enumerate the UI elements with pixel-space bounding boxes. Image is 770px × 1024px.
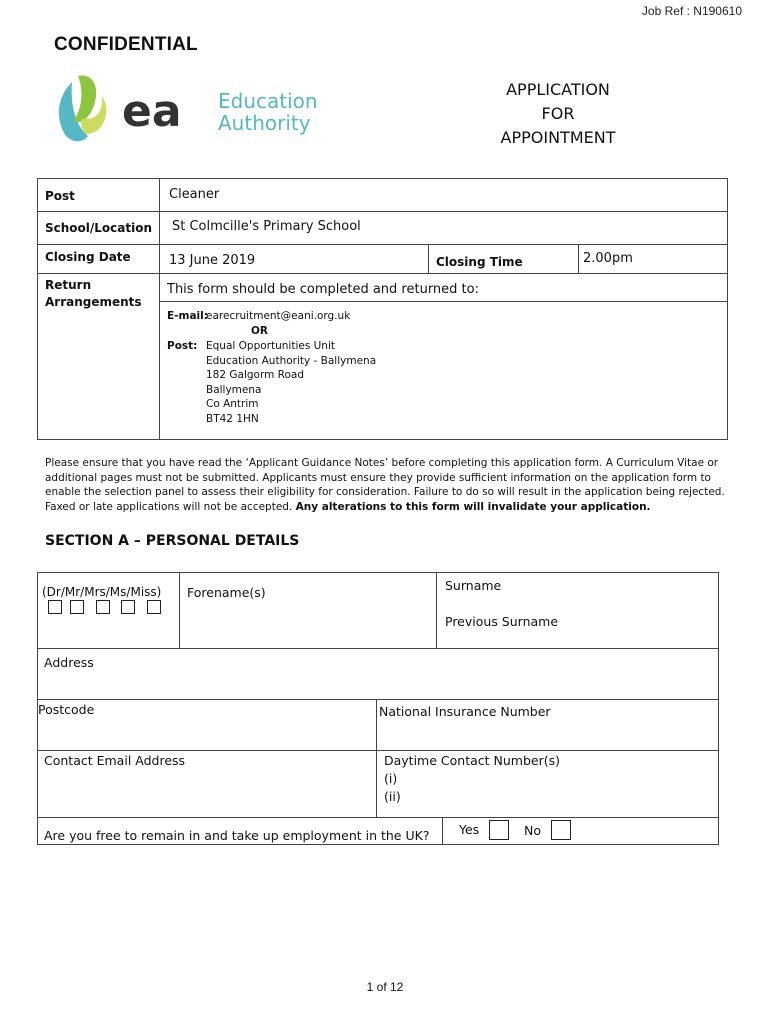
uk-employment-question: Are you free to remain in and take up employment in the UK? — [44, 828, 430, 843]
table-divider — [38, 699, 718, 700]
address-line: Education Authority - Ballymena — [206, 354, 377, 367]
personal-details-table — [37, 572, 719, 845]
table-divider — [578, 244, 579, 273]
section-a-heading: SECTION A – PERSONAL DETAILS — [45, 533, 300, 549]
table-divider — [38, 244, 727, 245]
table-divider — [159, 179, 160, 439]
logo-line-education: Education — [218, 89, 318, 113]
closing-time-label: Closing Time — [436, 255, 523, 269]
table-divider — [38, 750, 718, 751]
table-divider — [38, 817, 718, 818]
address-line: Equal Opportunities Unit — [206, 340, 335, 352]
title-line-2: FOR — [541, 104, 575, 123]
table-divider — [38, 211, 727, 212]
or-text: OR — [251, 325, 269, 337]
ni-number-field[interactable]: National Insurance Number — [379, 704, 551, 719]
closing-date-label: Closing Date — [45, 250, 131, 264]
logo-wordmark — [218, 90, 318, 134]
logo-mark-text: ea — [122, 86, 182, 137]
return-label-2: Arrangements — [45, 295, 142, 309]
daytime-number-field[interactable]: Daytime Contact Number(s) — [384, 753, 560, 768]
confidential-heading: CONFIDENTIAL — [54, 34, 198, 55]
return-intro: This form should be completed and returned to: — [167, 282, 479, 297]
post-value: Cleaner — [169, 187, 220, 202]
surname-field[interactable]: Surname — [445, 578, 502, 593]
table-divider — [38, 648, 718, 649]
return-email: earecruitment@eani.org.uk — [206, 310, 351, 322]
return-address — [206, 339, 376, 427]
title-mrs-checkbox[interactable] — [96, 600, 110, 614]
uk-no-label: No — [524, 823, 541, 838]
address-field[interactable]: Address — [44, 655, 94, 670]
daytime-number-1[interactable]: (i) — [384, 771, 398, 786]
guidance-paragraph — [45, 456, 725, 514]
education-authority-logo — [52, 70, 332, 150]
table-divider — [376, 699, 377, 817]
uk-no-checkbox[interactable] — [551, 820, 571, 840]
title-miss-checkbox[interactable] — [147, 600, 161, 614]
logo-line-authority: Authority — [218, 111, 311, 135]
table-divider — [442, 817, 443, 844]
daytime-number-2[interactable]: (ii) — [384, 789, 401, 804]
post-address-label: Post: — [167, 340, 198, 352]
return-label-1: Return — [45, 278, 92, 292]
title-dr-checkbox[interactable] — [48, 600, 62, 614]
previous-surname-field[interactable]: Previous Surname — [445, 614, 559, 629]
form-title — [468, 78, 648, 150]
table-divider — [436, 573, 437, 648]
title-mr-checkbox[interactable] — [70, 600, 84, 614]
forename-field[interactable]: Forename(s) — [187, 585, 266, 600]
job-details-table — [37, 178, 728, 440]
contact-email-field[interactable]: Contact Email Address — [44, 753, 186, 768]
uk-yes-label: Yes — [459, 822, 480, 837]
table-divider — [179, 573, 180, 648]
address-line: Ballymena — [206, 383, 262, 396]
closing-time-value: 2.00pm — [583, 251, 633, 266]
guidance-warning: Any alterations to this form will invalidate your application. — [295, 500, 651, 513]
closing-date-value: 13 June 2019 — [169, 253, 256, 268]
ea-leaf-mark-icon — [52, 70, 182, 150]
guidance-text: Please ensure that you have read the ‘Applicant Guidance Notes’ before completing this application form. A Curriculum Vitae or additional pages must not be submitted. Applicants must ensure they provide sufficient information on the application form to enable the selection panel to assess their eligibility for consideration. Failure to do so will result in the application being rejected. Faxed or late applications will not be accepted. — [45, 457, 725, 513]
address-line: 182 Galgorm Road — [206, 369, 305, 382]
title-label: (Dr/Mr/Mrs/Ms/Miss) — [42, 585, 162, 599]
email-label: E-mail: — [167, 310, 208, 322]
table-divider — [428, 244, 429, 273]
title-line-1: APPLICATION — [506, 80, 610, 99]
location-value: St Colmcille's Primary School — [172, 219, 361, 234]
address-line: Co Antrim — [206, 398, 259, 411]
page-number: 1 of 12 — [366, 980, 404, 994]
address-line: BT42 1HN — [206, 412, 259, 425]
title-line-3: APPOINTMENT — [500, 128, 616, 147]
postcode-field[interactable]: Postcode — [38, 702, 95, 717]
title-ms-checkbox[interactable] — [121, 600, 135, 614]
location-label: School/Location — [45, 221, 153, 235]
uk-yes-checkbox[interactable] — [489, 820, 509, 840]
table-divider — [159, 301, 727, 302]
table-divider — [38, 273, 727, 274]
job-reference: Job Ref : N190610 — [641, 4, 742, 18]
post-label: Post — [45, 189, 75, 203]
